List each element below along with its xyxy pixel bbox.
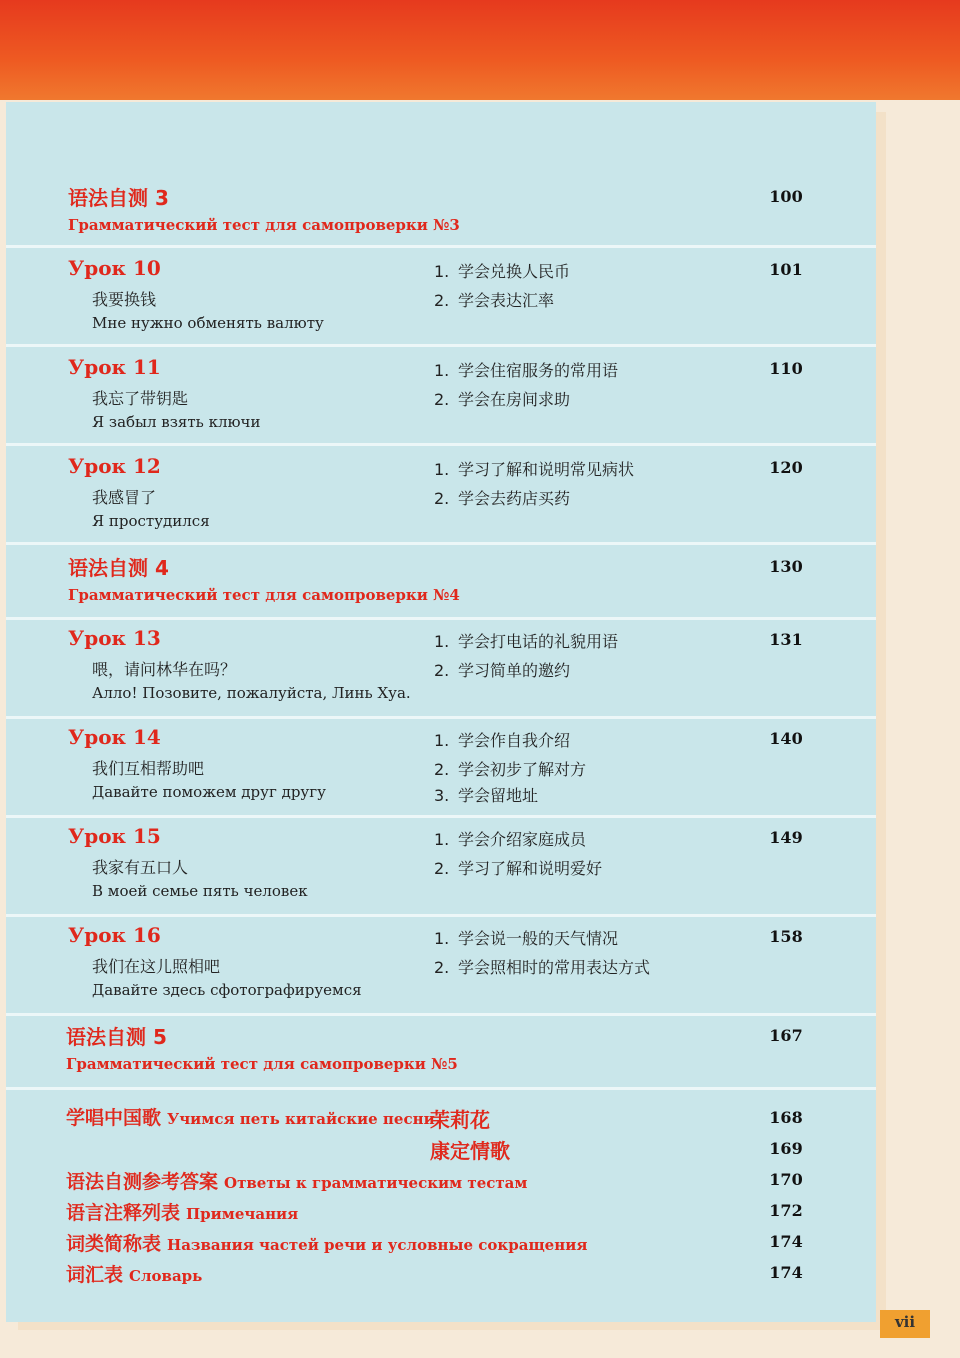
page-number: 174 xyxy=(769,1232,803,1251)
toc-row-lesson-15[interactable] xyxy=(6,818,876,917)
lesson-title: Урок 14 xyxy=(68,725,161,749)
toc-row-grammar-test-3[interactable] xyxy=(6,102,876,248)
page-number: 120 xyxy=(769,458,803,477)
lesson-objective: 1. 学会兑换人民币 xyxy=(434,262,571,281)
page-number: 172 xyxy=(769,1201,803,1220)
songs-title-zh: 学唱中国歌 xyxy=(66,1107,162,1129)
top-color-band xyxy=(0,0,960,100)
lesson-objective: 3. 学会留地址 xyxy=(434,786,539,805)
toc-row-lesson-13[interactable] xyxy=(6,620,876,719)
page-number: 158 xyxy=(769,927,803,946)
lesson-title-zh: 我忘了带钥匙 xyxy=(92,389,189,408)
notes-title-zh: 语言注释列表 xyxy=(66,1202,181,1224)
toc-row-grammar-test-5[interactable] xyxy=(6,1016,876,1090)
page-number: 130 xyxy=(769,557,803,576)
lesson-objective: 2. 学会照相时的常用表达方式 xyxy=(434,958,651,977)
lesson-title: Урок 15 xyxy=(68,824,161,848)
vocab-title-ru: Словарь xyxy=(129,1267,203,1285)
lesson-objective: 1. 学会作自我介绍 xyxy=(434,731,571,750)
toc-row-lesson-14[interactable] xyxy=(6,719,876,818)
page-number: 149 xyxy=(769,828,803,847)
appendix-section xyxy=(6,1090,876,1322)
lesson-title: Урок 13 xyxy=(68,626,161,650)
page-number: 100 xyxy=(769,187,803,206)
answers-title-ru: Ответы к грамматическим тестам xyxy=(224,1174,528,1192)
toc-row-lesson-16[interactable] xyxy=(6,917,876,1016)
lesson-objective: 2. 学习了解和说明爱好 xyxy=(434,859,603,878)
toc-row-lesson-10[interactable] xyxy=(6,248,876,347)
lesson-objective: 2. 学习简单的邀约 xyxy=(434,661,571,680)
lesson-title: Урок 11 xyxy=(68,355,161,379)
toc-row-grammar-test-4[interactable] xyxy=(6,545,876,620)
lesson-objective: 1. 学会住宿服务的常用语 xyxy=(434,361,619,380)
lesson-title-zh: 我们互相帮助吧 xyxy=(92,759,205,778)
page-number: 174 xyxy=(769,1263,803,1282)
lesson-objective: 1. 学会说一般的天气情况 xyxy=(434,929,619,948)
toc-panel xyxy=(6,102,876,1322)
lesson-title-zh: 我家有五口人 xyxy=(92,858,189,877)
lesson-title-ru: Давайте здесь сфотографируемся xyxy=(92,981,362,999)
folio-page-number: vii xyxy=(894,1313,916,1331)
toc-row-lesson-12[interactable] xyxy=(6,446,876,545)
toc-row-answers[interactable] xyxy=(66,1167,527,1194)
lesson-objective: 1. 学会介绍家庭成员 xyxy=(434,830,587,849)
lesson-title-zh: 我们在这儿照相吧 xyxy=(92,957,221,976)
lesson-title-zh: 喂，请问林华在吗？ xyxy=(92,660,237,679)
page-number: 110 xyxy=(769,359,803,378)
lesson-title: Урок 10 xyxy=(68,256,161,280)
page-number: 140 xyxy=(769,729,803,748)
lesson-title-zh: 我要换钱 xyxy=(92,290,157,309)
lesson-objective: 1. 学习了解和说明常见病状 xyxy=(434,460,635,479)
pos-title-ru: Названия частей речи и условные сокращения xyxy=(167,1236,588,1254)
pos-title-zh: 词类简称表 xyxy=(66,1233,162,1255)
grammar-test-title-zh: 语法自测 4 xyxy=(68,556,169,580)
toc-row-vocabulary[interactable] xyxy=(66,1260,202,1287)
toc-row-notes[interactable] xyxy=(66,1198,298,1225)
toc-row-parts-of-speech[interactable] xyxy=(66,1229,587,1256)
lesson-title-ru: Давайте поможем друг другу xyxy=(92,783,326,801)
grammar-test-title-ru: Грамматический тест для самопроверки №3 xyxy=(68,216,460,234)
page-number: 170 xyxy=(769,1170,803,1189)
lesson-title-ru: В моей семье пять человек xyxy=(92,882,308,900)
songs-title-ru: Учимся петь китайские песни xyxy=(167,1110,435,1128)
song-jasmine[interactable]: 茉莉花 xyxy=(430,1108,490,1132)
lesson-title: Урок 16 xyxy=(68,923,161,947)
song-kangding[interactable]: 康定情歌 xyxy=(430,1139,510,1163)
lesson-objective: 2. 学会去药店买药 xyxy=(434,489,571,508)
lesson-objective: 2. 学会在房间求助 xyxy=(434,390,571,409)
notes-title-ru: Примечания xyxy=(186,1205,299,1223)
grammar-test-title-zh: 语法自测 5 xyxy=(66,1025,167,1049)
lesson-title-ru: Я простудился xyxy=(92,512,210,530)
grammar-test-title-zh: 语法自测 3 xyxy=(68,186,169,210)
lesson-objective: 1. 学会打电话的礼貌用语 xyxy=(434,632,619,651)
page-number: 169 xyxy=(769,1139,803,1158)
lesson-title-ru: Я забыл взять ключи xyxy=(92,413,261,431)
lesson-objective: 2. 学会初步了解对方 xyxy=(434,760,587,779)
toc-row-lesson-11[interactable] xyxy=(6,347,876,446)
toc-row-songs[interactable] xyxy=(66,1103,435,1130)
lesson-title-ru: Алло! Позовите, пожалуйста, Линь Хуа. xyxy=(92,684,411,702)
lesson-title: Урок 12 xyxy=(68,454,161,478)
page-number: 168 xyxy=(769,1108,803,1127)
vocab-title-zh: 词汇表 xyxy=(66,1264,124,1286)
grammar-test-title-ru: Грамматический тест для самопроверки №4 xyxy=(68,586,460,604)
grammar-test-title-ru: Грамматический тест для самопроверки №5 xyxy=(66,1055,458,1073)
page-number: 101 xyxy=(769,260,803,279)
lesson-title-zh: 我感冒了 xyxy=(92,488,157,507)
page-number: 167 xyxy=(769,1026,803,1045)
answers-title-zh: 语法自测参考答案 xyxy=(66,1171,219,1193)
page-number: 131 xyxy=(769,630,803,649)
lesson-title-ru: Мне нужно обменять валюту xyxy=(92,314,324,332)
lesson-objective: 2. 学会表达汇率 xyxy=(434,291,555,310)
